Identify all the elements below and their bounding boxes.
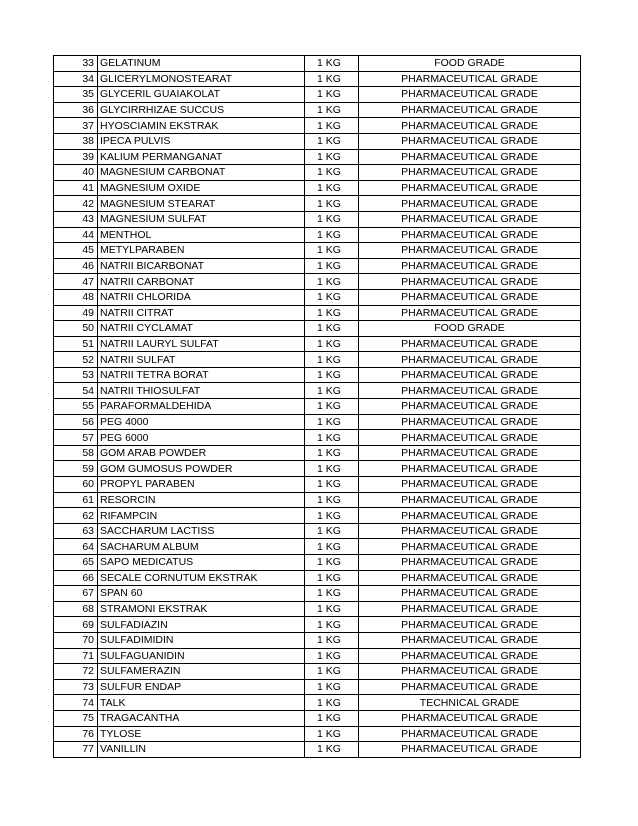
grade-label: FOOD GRADE xyxy=(359,56,581,72)
unit-size: 1 KG xyxy=(305,196,359,212)
product-name: RESORCIN xyxy=(98,492,305,508)
row-number: 74 xyxy=(54,695,98,711)
grade-label: PHARMACEUTICAL GRADE xyxy=(359,118,581,134)
unit-size: 1 KG xyxy=(305,165,359,181)
table-row xyxy=(54,133,581,149)
product-name: SULFAGUANIDIN xyxy=(98,648,305,664)
row-number: 46 xyxy=(54,258,98,274)
table-row xyxy=(54,710,581,726)
product-name: NATRII CHLORIDA xyxy=(98,289,305,305)
product-name: SULFUR ENDAP xyxy=(98,679,305,695)
unit-size: 1 KG xyxy=(305,274,359,290)
row-number: 61 xyxy=(54,492,98,508)
grade-label: PHARMACEUTICAL GRADE xyxy=(359,289,581,305)
product-name: RIFAMPCIN xyxy=(98,508,305,524)
product-name: MAGNESIUM STEARAT xyxy=(98,196,305,212)
table-row xyxy=(54,87,581,103)
grade-label: PHARMACEUTICAL GRADE xyxy=(359,336,581,352)
unit-size: 1 KG xyxy=(305,258,359,274)
table-row xyxy=(54,227,581,243)
row-number: 37 xyxy=(54,118,98,134)
product-name: GOM GUMOSUS POWDER xyxy=(98,461,305,477)
row-number: 75 xyxy=(54,710,98,726)
unit-size: 1 KG xyxy=(305,383,359,399)
product-name: NATRII TETRA BORAT xyxy=(98,367,305,383)
unit-size: 1 KG xyxy=(305,305,359,321)
product-name: GLYCERIL GUAIAKOLAT xyxy=(98,87,305,103)
unit-size: 1 KG xyxy=(305,414,359,430)
product-name: GLYCIRRHIZAE SUCCUS xyxy=(98,102,305,118)
unit-size: 1 KG xyxy=(305,477,359,493)
grade-label: PHARMACEUTICAL GRADE xyxy=(359,274,581,290)
row-number: 65 xyxy=(54,555,98,571)
product-name: TRAGACANTHA xyxy=(98,710,305,726)
table-row xyxy=(54,243,581,259)
grade-label: PHARMACEUTICAL GRADE xyxy=(359,679,581,695)
unit-size: 1 KG xyxy=(305,321,359,337)
unit-size: 1 KG xyxy=(305,695,359,711)
unit-size: 1 KG xyxy=(305,664,359,680)
product-name: GELATINUM xyxy=(98,56,305,72)
product-name: NATRII THIOSULFAT xyxy=(98,383,305,399)
table-row xyxy=(54,601,581,617)
unit-size: 1 KG xyxy=(305,289,359,305)
row-number: 70 xyxy=(54,632,98,648)
grade-label: PHARMACEUTICAL GRADE xyxy=(359,133,581,149)
row-number: 72 xyxy=(54,664,98,680)
row-number: 60 xyxy=(54,477,98,493)
product-name: TYLOSE xyxy=(98,726,305,742)
row-number: 38 xyxy=(54,133,98,149)
row-number: 58 xyxy=(54,445,98,461)
product-name: NATRII BICARBONAT xyxy=(98,258,305,274)
row-number: 69 xyxy=(54,617,98,633)
product-name: SAPO MEDICATUS xyxy=(98,555,305,571)
grade-label: PHARMACEUTICAL GRADE xyxy=(359,87,581,103)
unit-size: 1 KG xyxy=(305,679,359,695)
unit-size: 1 KG xyxy=(305,461,359,477)
table-row xyxy=(54,305,581,321)
grade-label: PHARMACEUTICAL GRADE xyxy=(359,383,581,399)
grade-label: PHARMACEUTICAL GRADE xyxy=(359,570,581,586)
table-row xyxy=(54,539,581,555)
grade-label: PHARMACEUTICAL GRADE xyxy=(359,648,581,664)
row-number: 66 xyxy=(54,570,98,586)
grade-label: PHARMACEUTICAL GRADE xyxy=(359,508,581,524)
row-number: 34 xyxy=(54,71,98,87)
unit-size: 1 KG xyxy=(305,71,359,87)
table-row xyxy=(54,399,581,415)
row-number: 39 xyxy=(54,149,98,165)
product-name: VANILLIN xyxy=(98,742,305,758)
grade-label: PHARMACEUTICAL GRADE xyxy=(359,414,581,430)
unit-size: 1 KG xyxy=(305,555,359,571)
product-name: NATRII CYCLAMAT xyxy=(98,321,305,337)
table-row xyxy=(54,289,581,305)
unit-size: 1 KG xyxy=(305,399,359,415)
grade-label: PHARMACEUTICAL GRADE xyxy=(359,258,581,274)
table-row xyxy=(54,586,581,602)
unit-size: 1 KG xyxy=(305,118,359,134)
product-name: METYLPARABEN xyxy=(98,243,305,259)
table-row xyxy=(54,352,581,368)
product-name: SPAN 60 xyxy=(98,586,305,602)
product-name: SACCHARUM LACTISS xyxy=(98,523,305,539)
table-row xyxy=(54,430,581,446)
grade-label: PHARMACEUTICAL GRADE xyxy=(359,586,581,602)
unit-size: 1 KG xyxy=(305,570,359,586)
grade-label: PHARMACEUTICAL GRADE xyxy=(359,352,581,368)
grade-label: PHARMACEUTICAL GRADE xyxy=(359,445,581,461)
product-name: NATRII CARBONAT xyxy=(98,274,305,290)
unit-size: 1 KG xyxy=(305,149,359,165)
row-number: 59 xyxy=(54,461,98,477)
product-name: MENTHOL xyxy=(98,227,305,243)
grade-label: PHARMACEUTICAL GRADE xyxy=(359,102,581,118)
row-number: 64 xyxy=(54,539,98,555)
table-row xyxy=(54,742,581,758)
table-row xyxy=(54,165,581,181)
product-name: MAGNESIUM OXIDE xyxy=(98,180,305,196)
grade-label: PHARMACEUTICAL GRADE xyxy=(359,71,581,87)
grade-label: PHARMACEUTICAL GRADE xyxy=(359,399,581,415)
grade-label: PHARMACEUTICAL GRADE xyxy=(359,243,581,259)
row-number: 36 xyxy=(54,102,98,118)
grade-label: PHARMACEUTICAL GRADE xyxy=(359,196,581,212)
table-row xyxy=(54,367,581,383)
unit-size: 1 KG xyxy=(305,523,359,539)
table-row xyxy=(54,555,581,571)
table-row xyxy=(54,445,581,461)
table-row xyxy=(54,617,581,633)
table-row xyxy=(54,461,581,477)
row-number: 53 xyxy=(54,367,98,383)
table-row xyxy=(54,664,581,680)
unit-size: 1 KG xyxy=(305,211,359,227)
row-number: 49 xyxy=(54,305,98,321)
grade-label: PHARMACEUTICAL GRADE xyxy=(359,726,581,742)
product-name: IPECA PULVIS xyxy=(98,133,305,149)
grade-label: TECHNICAL GRADE xyxy=(359,695,581,711)
grade-label: PHARMACEUTICAL GRADE xyxy=(359,149,581,165)
product-name: MAGNESIUM SULFAT xyxy=(98,211,305,227)
unit-size: 1 KG xyxy=(305,336,359,352)
grade-label: PHARMACEUTICAL GRADE xyxy=(359,492,581,508)
unit-size: 1 KG xyxy=(305,539,359,555)
row-number: 35 xyxy=(54,87,98,103)
table-row xyxy=(54,508,581,524)
product-name: STRAMONI EKSTRAK xyxy=(98,601,305,617)
table-row xyxy=(54,383,581,399)
unit-size: 1 KG xyxy=(305,352,359,368)
row-number: 41 xyxy=(54,180,98,196)
row-number: 42 xyxy=(54,196,98,212)
unit-size: 1 KG xyxy=(305,445,359,461)
grade-label: PHARMACEUTICAL GRADE xyxy=(359,664,581,680)
grade-label: PHARMACEUTICAL GRADE xyxy=(359,617,581,633)
grade-label: PHARMACEUTICAL GRADE xyxy=(359,180,581,196)
table-row xyxy=(54,149,581,165)
table-row xyxy=(54,679,581,695)
grade-label: PHARMACEUTICAL GRADE xyxy=(359,211,581,227)
row-number: 45 xyxy=(54,243,98,259)
table-row xyxy=(54,56,581,72)
grade-label: PHARMACEUTICAL GRADE xyxy=(359,367,581,383)
table-row xyxy=(54,632,581,648)
table-row xyxy=(54,321,581,337)
row-number: 76 xyxy=(54,726,98,742)
row-number: 68 xyxy=(54,601,98,617)
table-row xyxy=(54,180,581,196)
table-row xyxy=(54,648,581,664)
unit-size: 1 KG xyxy=(305,87,359,103)
row-number: 54 xyxy=(54,383,98,399)
unit-size: 1 KG xyxy=(305,742,359,758)
unit-size: 1 KG xyxy=(305,102,359,118)
row-number: 40 xyxy=(54,165,98,181)
unit-size: 1 KG xyxy=(305,508,359,524)
unit-size: 1 KG xyxy=(305,56,359,72)
row-number: 73 xyxy=(54,679,98,695)
unit-size: 1 KG xyxy=(305,617,359,633)
table-row xyxy=(54,274,581,290)
unit-size: 1 KG xyxy=(305,648,359,664)
row-number: 62 xyxy=(54,508,98,524)
row-number: 55 xyxy=(54,399,98,415)
table-row xyxy=(54,492,581,508)
product-name: TALK xyxy=(98,695,305,711)
unit-size: 1 KG xyxy=(305,632,359,648)
row-number: 44 xyxy=(54,227,98,243)
row-number: 63 xyxy=(54,523,98,539)
table-row xyxy=(54,336,581,352)
row-number: 67 xyxy=(54,586,98,602)
product-name: NATRII CITRAT xyxy=(98,305,305,321)
grade-label: PHARMACEUTICAL GRADE xyxy=(359,742,581,758)
table-row xyxy=(54,477,581,493)
product-name: PARAFORMALDEHIDA xyxy=(98,399,305,415)
product-name: GLICERYLMONOSTEARAT xyxy=(98,71,305,87)
product-name: SECALE CORNUTUM EKSTRAK xyxy=(98,570,305,586)
product-name: GOM ARAB POWDER xyxy=(98,445,305,461)
table-row xyxy=(54,695,581,711)
row-number: 50 xyxy=(54,321,98,337)
unit-size: 1 KG xyxy=(305,710,359,726)
product-name: SACHARUM ALBUM xyxy=(98,539,305,555)
grade-label: PHARMACEUTICAL GRADE xyxy=(359,461,581,477)
unit-size: 1 KG xyxy=(305,243,359,259)
product-name: MAGNESIUM CARBONAT xyxy=(98,165,305,181)
table-row xyxy=(54,258,581,274)
row-number: 57 xyxy=(54,430,98,446)
table-row xyxy=(54,211,581,227)
table-row xyxy=(54,523,581,539)
row-number: 52 xyxy=(54,352,98,368)
table-row xyxy=(54,726,581,742)
row-number: 43 xyxy=(54,211,98,227)
grade-label: PHARMACEUTICAL GRADE xyxy=(359,165,581,181)
product-name: SULFADIAZIN xyxy=(98,617,305,633)
row-number: 77 xyxy=(54,742,98,758)
grade-label: PHARMACEUTICAL GRADE xyxy=(359,227,581,243)
table-row xyxy=(54,570,581,586)
product-name: NATRII LAURYL SULFAT xyxy=(98,336,305,352)
product-name: PROPYL PARABEN xyxy=(98,477,305,493)
row-number: 47 xyxy=(54,274,98,290)
row-number: 71 xyxy=(54,648,98,664)
grade-label: PHARMACEUTICAL GRADE xyxy=(359,539,581,555)
unit-size: 1 KG xyxy=(305,726,359,742)
unit-size: 1 KG xyxy=(305,133,359,149)
grade-label: PHARMACEUTICAL GRADE xyxy=(359,601,581,617)
product-table xyxy=(53,55,581,758)
product-name: KALIUM PERMANGANAT xyxy=(98,149,305,165)
grade-label: PHARMACEUTICAL GRADE xyxy=(359,305,581,321)
unit-size: 1 KG xyxy=(305,601,359,617)
unit-size: 1 KG xyxy=(305,492,359,508)
grade-label: FOOD GRADE xyxy=(359,321,581,337)
product-name: PEG 4000 xyxy=(98,414,305,430)
unit-size: 1 KG xyxy=(305,430,359,446)
unit-size: 1 KG xyxy=(305,367,359,383)
table-row xyxy=(54,71,581,87)
table-row xyxy=(54,414,581,430)
row-number: 56 xyxy=(54,414,98,430)
row-number: 33 xyxy=(54,56,98,72)
grade-label: PHARMACEUTICAL GRADE xyxy=(359,555,581,571)
row-number: 51 xyxy=(54,336,98,352)
row-number: 48 xyxy=(54,289,98,305)
table-row xyxy=(54,196,581,212)
grade-label: PHARMACEUTICAL GRADE xyxy=(359,523,581,539)
table-row xyxy=(54,118,581,134)
product-name: NATRII SULFAT xyxy=(98,352,305,368)
grade-label: PHARMACEUTICAL GRADE xyxy=(359,477,581,493)
grade-label: PHARMACEUTICAL GRADE xyxy=(359,710,581,726)
table-body xyxy=(54,56,581,758)
unit-size: 1 KG xyxy=(305,586,359,602)
product-name: PEG 6000 xyxy=(98,430,305,446)
product-name: HYOSCIAMIN EKSTRAK xyxy=(98,118,305,134)
table-row xyxy=(54,102,581,118)
unit-size: 1 KG xyxy=(305,227,359,243)
grade-label: PHARMACEUTICAL GRADE xyxy=(359,430,581,446)
product-name: SULFAMERAZIN xyxy=(98,664,305,680)
unit-size: 1 KG xyxy=(305,180,359,196)
grade-label: PHARMACEUTICAL GRADE xyxy=(359,632,581,648)
product-name: SULFADIMIDIN xyxy=(98,632,305,648)
